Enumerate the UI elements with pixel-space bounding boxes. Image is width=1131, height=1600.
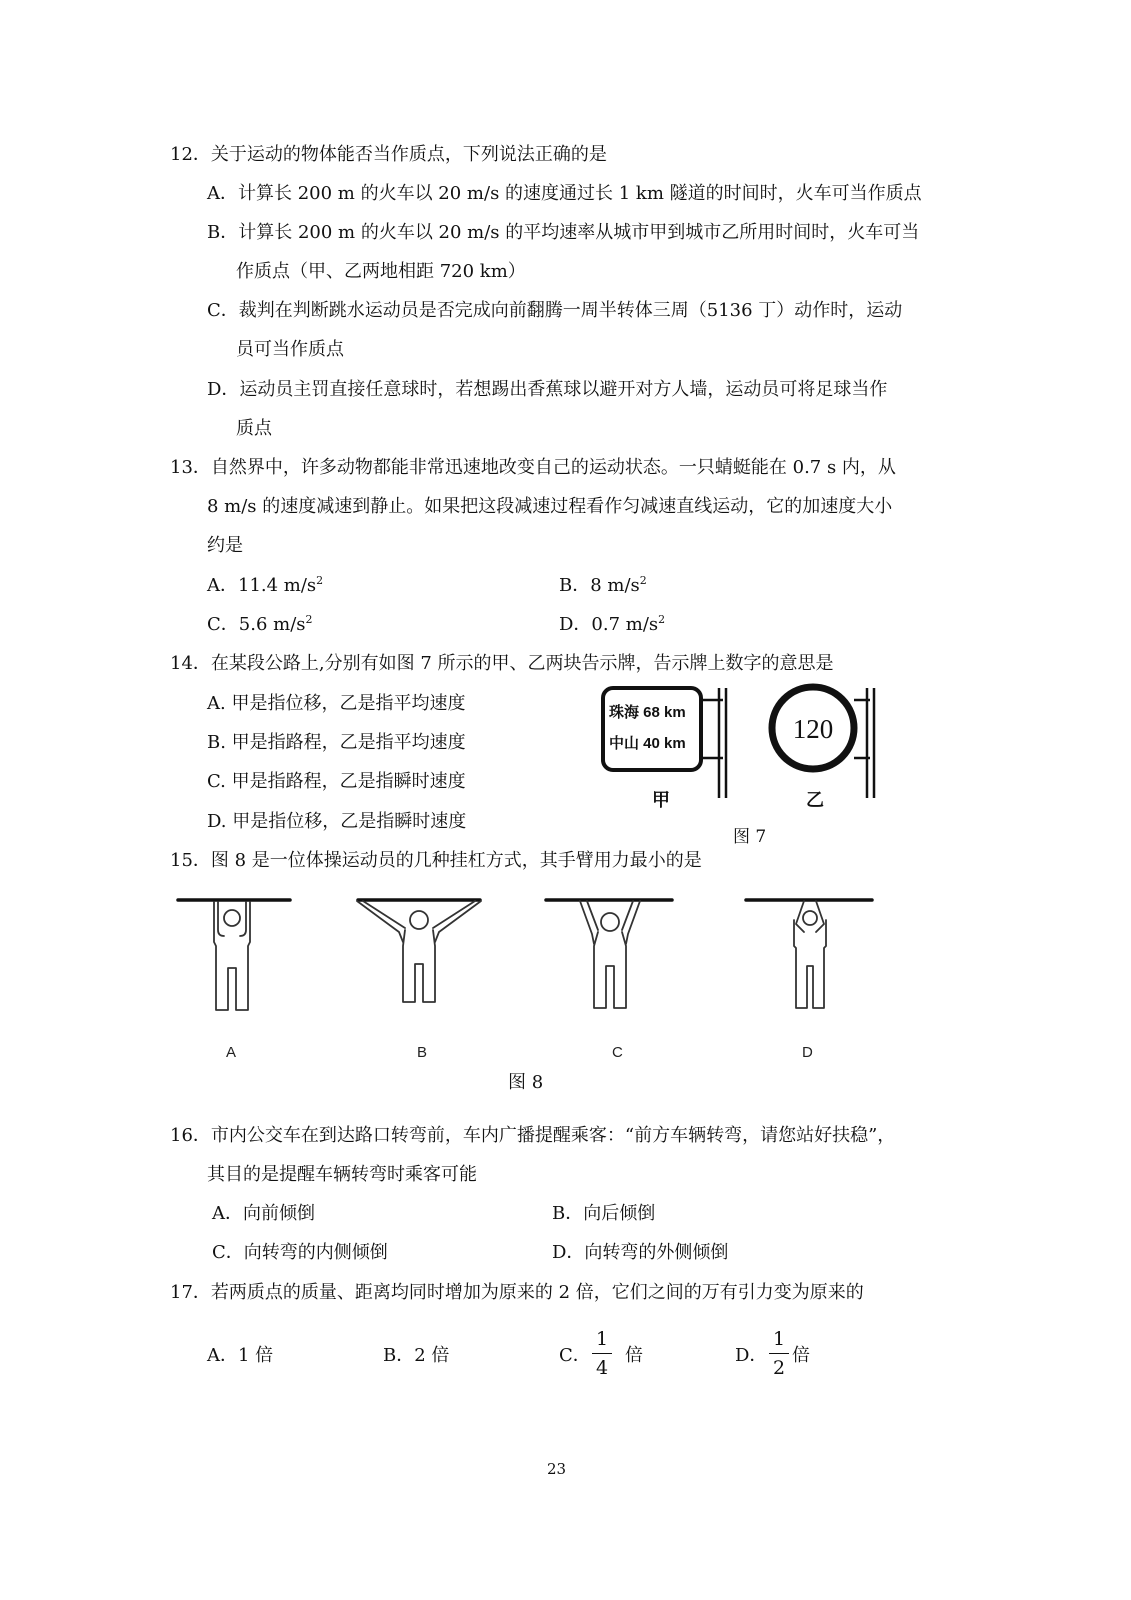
q17-option-c-unit: 倍 bbox=[625, 1345, 643, 1366]
sign-yi-label: 乙 bbox=[806, 790, 824, 810]
q13-stem-line3: 约是 bbox=[207, 535, 243, 556]
q16-stem-line1: 16．市内公交车在到达路口转弯前，车内广播提醒乘客：“前方车辆转弯，请您站好扶稳”， bbox=[170, 1125, 896, 1146]
q14-stem: 14．在某段公路上,分别有如图 7 所示的甲、乙两块告示牌，告示牌上数字的意思是 bbox=[170, 653, 834, 674]
sign-jia-line1: 珠海 68 km bbox=[609, 704, 686, 721]
q14-option-c: C. 甲是指路程，乙是指瞬时速度 bbox=[207, 771, 466, 792]
gymnast-d bbox=[794, 901, 826, 1008]
q12-option-b-line2: 作质点（甲、乙两地相距 720 km） bbox=[236, 261, 526, 282]
q17-d-numerator: 1 bbox=[772, 1328, 786, 1350]
q17-option-d-unit: 倍 bbox=[792, 1345, 810, 1366]
q14-option-d: D. 甲是指位移，乙是指瞬时速度 bbox=[207, 811, 467, 832]
fraction-bar bbox=[592, 1353, 612, 1354]
q13-option-b: B．8 $m/s^2$ bbox=[559, 574, 647, 596]
figure-8-label-c: C bbox=[612, 1044, 623, 1061]
q17-option-c-fraction bbox=[592, 1327, 612, 1380]
sign-yi-value: 120 bbox=[792, 714, 834, 744]
q12-option-d-line2: 质点 bbox=[236, 418, 272, 439]
q13-stem-line2: 8 m/s 的速度减速到静止。如果把这段减速过程看作匀减速直线运动，它的加速度大小 bbox=[207, 496, 893, 517]
q14-option-a: A. 甲是指位移，乙是指平均速度 bbox=[207, 693, 466, 714]
q15-stem: 15．图 8 是一位体操运动员的几种挂杠方式，其手臂用力最小的是 bbox=[170, 850, 702, 871]
q16-option-c: C．向转弯的内侧倾倒 bbox=[212, 1242, 388, 1263]
sign-jia-label: 甲 bbox=[652, 790, 670, 810]
q13-option-a: A．11.4 $m/s^2$ bbox=[207, 574, 324, 596]
q17-c-denominator: 4 bbox=[595, 1357, 609, 1379]
page-number: 23 bbox=[547, 1460, 567, 1478]
gymnast-a bbox=[214, 902, 250, 1010]
q17-option-d-fraction bbox=[769, 1327, 789, 1380]
q12-stem: 12．关于运动的物体能否当作质点，下列说法正确的是 bbox=[170, 144, 607, 165]
q12-option-b-line1: B．计算长 200 m 的火车以 20 m/s 的平均速率从城市甲到城市乙所用时间时，火车可当 bbox=[207, 222, 920, 243]
q17-d-denominator: 2 bbox=[772, 1357, 786, 1379]
q17-option-a: A．1 倍 bbox=[207, 1345, 274, 1366]
q17-option-d-label: D． bbox=[735, 1345, 768, 1366]
q14-option-b: B. 甲是指路程，乙是指平均速度 bbox=[207, 732, 466, 753]
gymnast-c bbox=[580, 901, 640, 1008]
q12-option-a: A．计算长 200 m 的火车以 20 m/s 的速度通过长 1 km 隧道的时间时，火车可当作质点 bbox=[207, 183, 922, 204]
q16-option-d: D．向转弯的外侧倾倒 bbox=[552, 1242, 729, 1263]
q12-option-c-line2: 员可当作质点 bbox=[236, 339, 344, 360]
q12-option-c-line1: C．裁判在判断跳水运动员是否完成向前翻腾一周半转体三周（5136 丁）动作时，运动 bbox=[207, 300, 903, 321]
q16-stem-line2: 其目的是提醒车辆转弯时乘客可能 bbox=[207, 1164, 477, 1185]
q17-c-numerator: 1 bbox=[595, 1328, 609, 1350]
figure-8-label-d: D bbox=[802, 1044, 813, 1061]
gymnast-b bbox=[357, 901, 481, 1002]
q12-option-d-line1: D．运动员主罚直接任意球时，若想踢出香蕉球以避开对方人墙，运动员可将足球当作 bbox=[207, 379, 888, 400]
q17-option-c-label: C． bbox=[559, 1345, 591, 1366]
q16-option-b: B．向后倾倒 bbox=[552, 1203, 656, 1224]
q13-option-d: D．0.7 $m/s^2$ bbox=[559, 613, 666, 635]
figure-8-label-a: A bbox=[226, 1044, 237, 1061]
q13-option-c: C．5.6 $m/s^2$ bbox=[207, 613, 313, 635]
q16-option-a: A．向前倾倒 bbox=[212, 1203, 315, 1224]
figure-7-road-signs bbox=[595, 680, 895, 820]
fraction-bar bbox=[769, 1353, 789, 1354]
figure-8-caption: 图 8 bbox=[508, 1072, 544, 1093]
figure-8-label-b: B bbox=[417, 1044, 428, 1061]
q13-stem-line1: 13．自然界中，许多动物都能非常迅速地改变自己的运动状态。一只蜻蜓能在 0.7 s 内，从 bbox=[170, 457, 896, 478]
q17-option-b: B．2 倍 bbox=[383, 1345, 450, 1366]
figure-7-caption: 图 7 bbox=[733, 827, 767, 847]
q17-stem: 17．若两质点的质量、距离均同时增加为原来的 2 倍，它们之间的万有引力变为原来的 bbox=[170, 1282, 864, 1303]
figure-8-hanging-positions bbox=[170, 890, 890, 1065]
sign-jia-line2: 中山 40 km bbox=[609, 735, 686, 752]
